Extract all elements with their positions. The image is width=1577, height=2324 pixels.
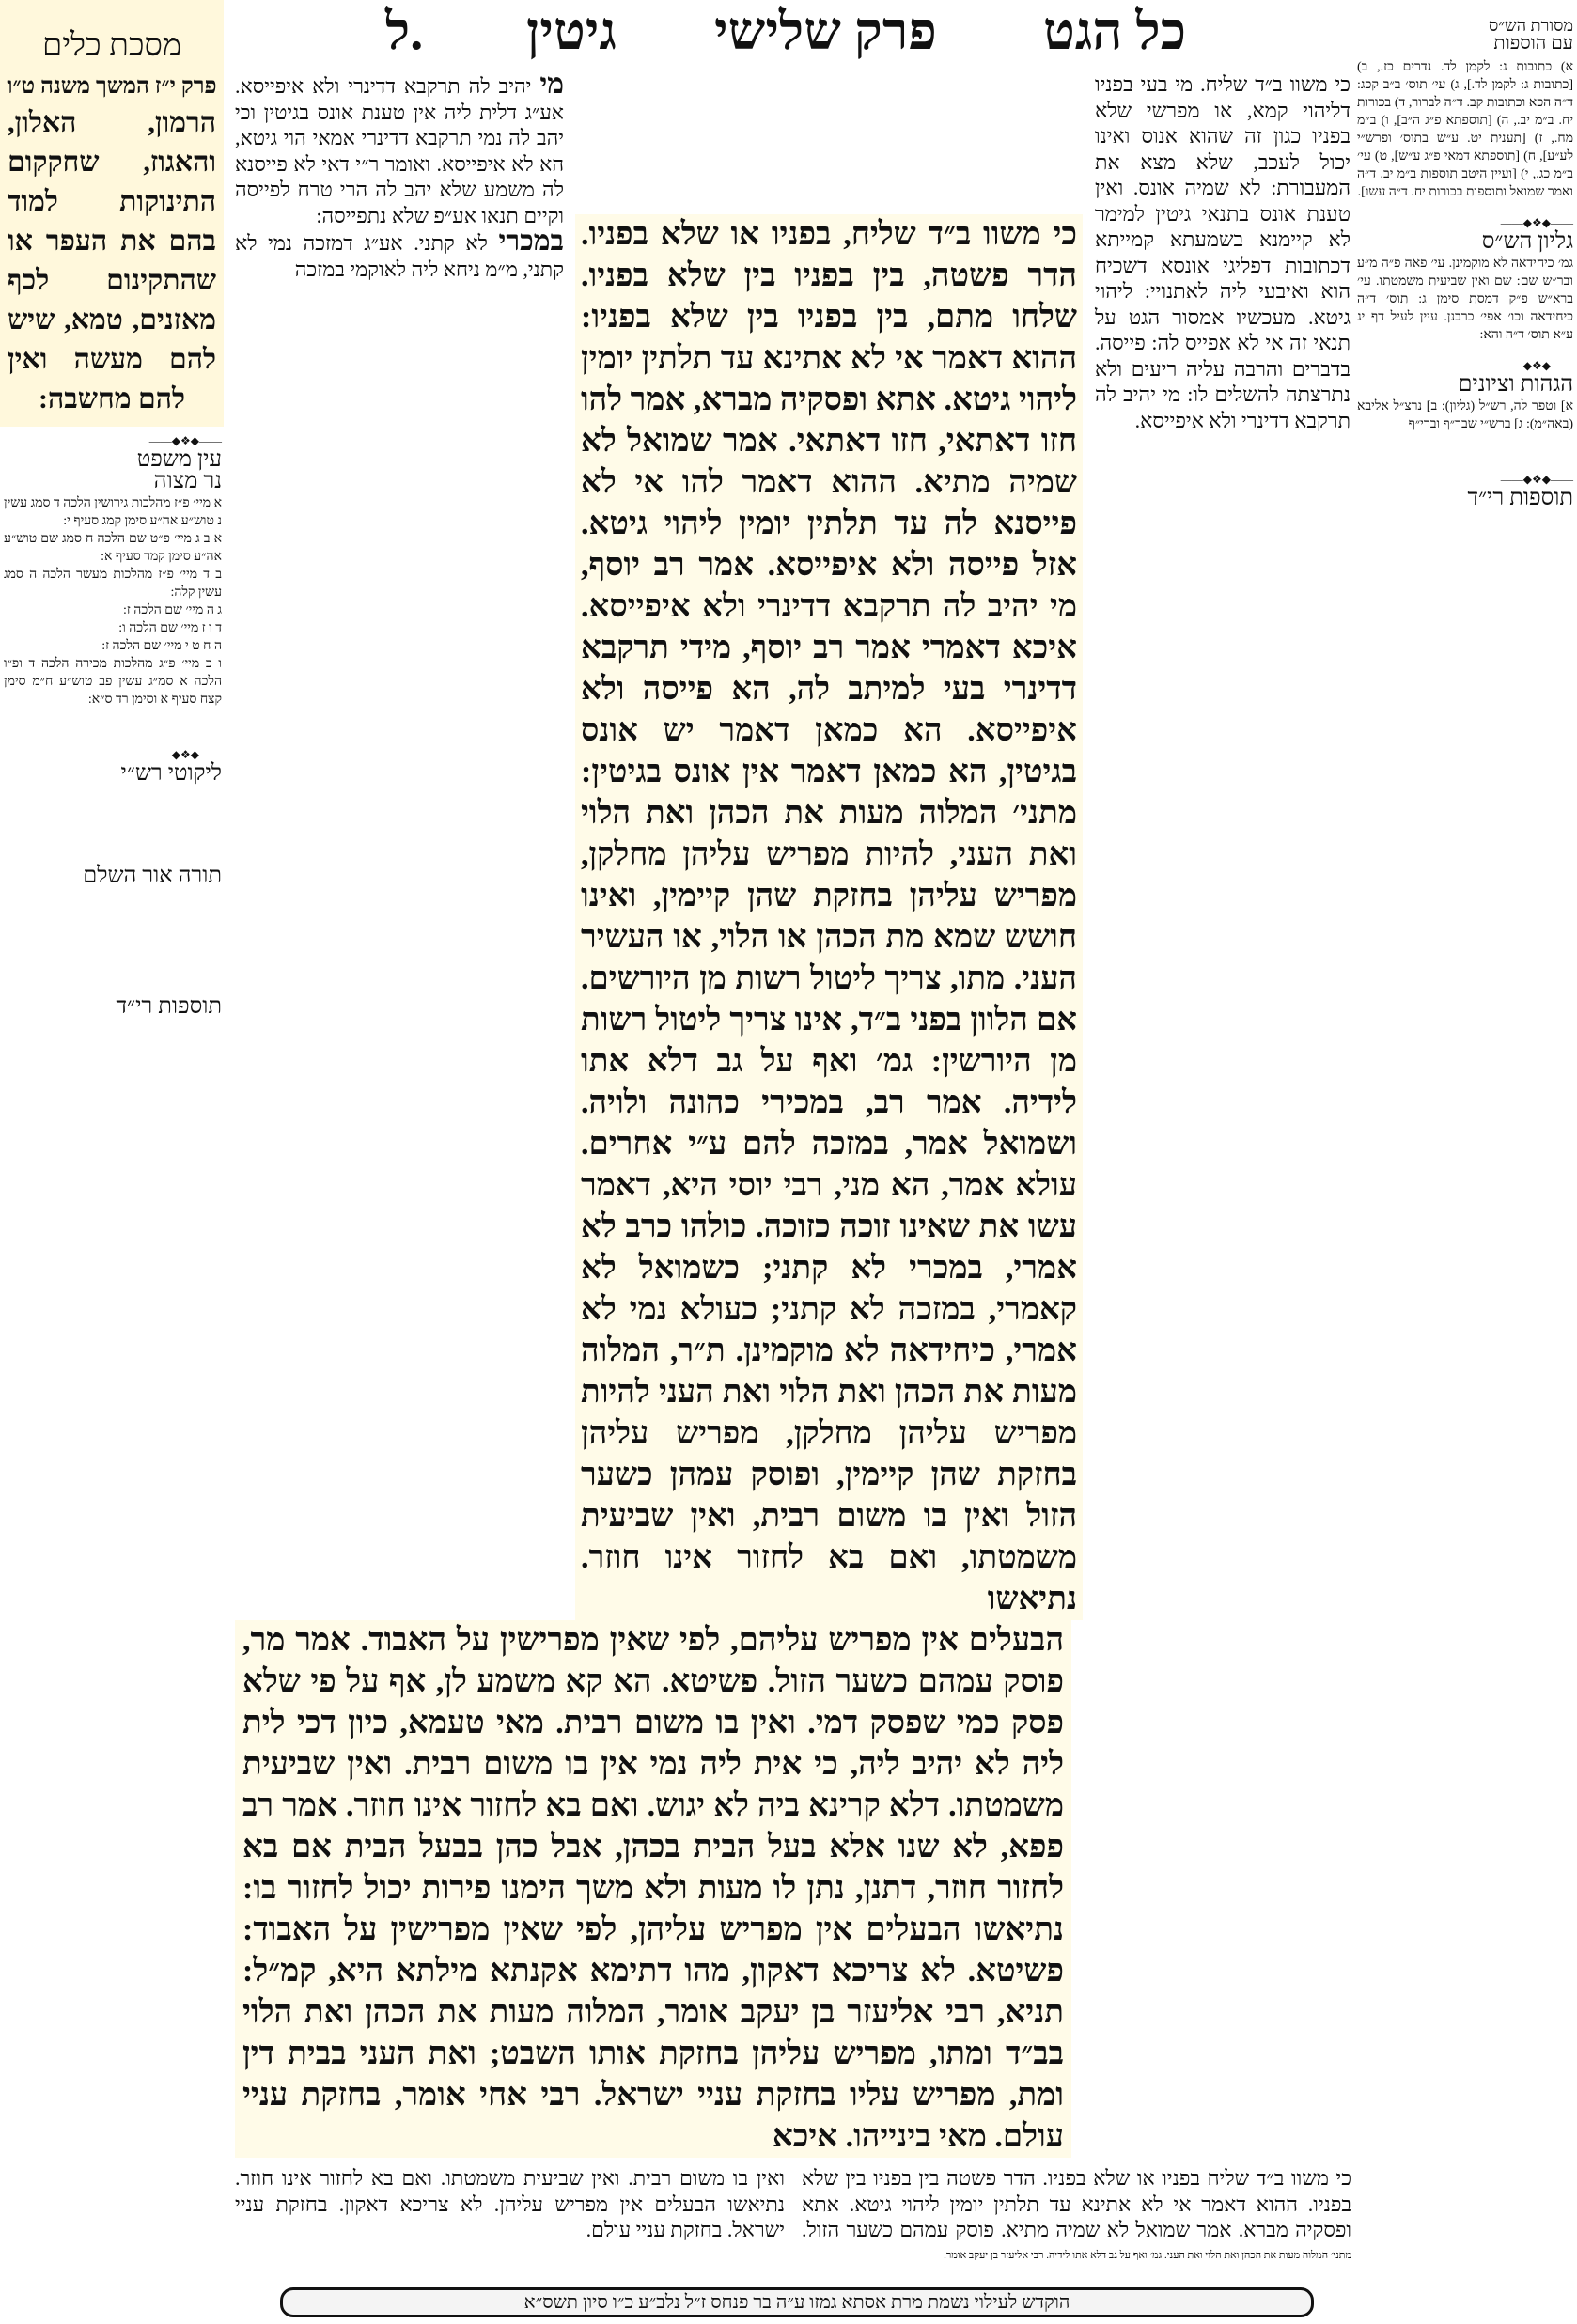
tosafot-rid-right-title: תוספות רי״ד — [1467, 486, 1573, 510]
gemara-text-narrow: כי משוו ב״ד שליח, בפניו או שלא בפניו. הדר פשטה, בין בפניו בין שלא בפניו. שלחו מתם, בין בפניו בין שלא בפניו: ההוא דאמר אי לא אתינא עד תלתין יומין ליהוי גיטא. אתא ופסקיה מברא, אמר להו חזו דאתאי, חזו דאתאי. אמר שמואל לא שמיה מתיא. ההוא דאמר להו אי לא פייסנא לה עד תלתין יומין ליהוי גיטא. אזל פייסה ולא איפייסא. אמר רב יוסף, מי יהיב לה תרקבא דדינרי ולא איפייסא. איכא דאמרי אמר רב יוסף, מידי תרקבא דדינרי בעי למיתב לה, הא פייסה ולא איפייסא. הא כמאן דאמר יש אונס בגיטין, הא כמאן דאמר אין אונס בגיטין: מתני׳ המלוה מעות את הכהן ואת הלוי ואת העני, להיות מפריש עליהן מחלקן, מפריש עליהן בחזקת שהן קיימין, ואינו חושש שמא מת הכהן או הלוי, או העשיר העני. מתו, צריך ליטול רשות מן היורשים. אם הלוון בפני ב״ד, אינו צריך ליטול רשות מן היורשין: גמ׳ ואף על גב דלא אתו לידיה. אמר רב, במכירי כהונה ולויה. ושמואל אמר, במזכה להם ע״י אחרים. עולא אמר, הא מני, רבי יוסי היא, דאמר עשו את שאינו זוכה כזוכה. כולהו כרב לא אמרי, במכרי לא קתני; כשמואל לא קאמרי, במזכה לא קתני; כעולא נמי לא אמרי, כיחידאה לא מוקמינן. ת״ר, המלוה מעות את הכהן ואת הלוי ואת העני להיות מפריש עליהן מחלקן, מפריש עליהן בחזקת שהן קיימין, ופוסק עמהן כשער הזול ואין בו משום רבית, ואין שביעית משמטתו, ואם בא לחזור אינו חוזר. נתיאשו — [575, 214, 1083, 1620]
right-margin — [1357, 17, 1573, 511]
kelim-text: הרמון, האלון, והאגוז, שחקקום התינוקות למוד בהם את העפר או שהתקינום לכף מאזנים, טמא, שיש להם מעשה ואין להם מחשבה: — [8, 107, 216, 414]
ornament-divider: ——◆❖◆—— — [1500, 216, 1573, 229]
ein-mishpat-title: עין משפט — [136, 447, 222, 472]
ein-mishpat-entry: ד ו ז מיי׳ שם הלכה ו: — [118, 621, 222, 635]
ein-mishpat-entry: ו כ מיי׳ פ״ג מהלכות מכירה הלכה ד ופ״ו הלכה א סמ״ג עשין פב טוש״ע ח״מ סימן קצח סעיף א וסימן רד ס״א: — [4, 657, 222, 707]
kelim-subtitle: פרק י״ז המשך משנה ט״ו — [7, 74, 217, 99]
hagahot-text: א] וטפר לה, רש״ל (גליון): ב] נרצ״ל אליבא (באה״מ): ג] ברש״י שבר״ף וברי״ף — [1357, 399, 1573, 431]
mesoret-subtitle: עם הוספות — [1493, 33, 1573, 54]
mishnah-kelim-box — [0, 0, 224, 427]
ner-mitzvah-title: נר מצוה — [153, 469, 222, 493]
ornament-divider: ——◆❖◆—— — [1500, 473, 1573, 486]
ein-mishpat-entry: ב ד מיי׳ פ״ז מהלכות מעשר הלכה ה סמג עשין קלה: — [4, 568, 222, 600]
torah-or-title: תורה אור השלם — [83, 864, 222, 888]
chapter-title: פרק שלישי — [714, 3, 937, 61]
ein-mishpat-entry: ג ה מיי׳ שם הלכה ז: — [123, 603, 222, 617]
gemara-text-wide: הבעלים אין מפריש עליהם, לפי שאין מפרישין על האבוד. אמר מר, פוסק עמהם כשער הזול. פשיטא. הא קא משמע לן, אף על פי שלא פסק כמי שפסק דמי. ואין בו משום רבית. מאי טעמא, כיון דכי לית ליה לא יהיב ליה, כי אית ליה נמי אין בו משום רבית. ואין שביעית משמטתו. דלא קרינא ביה לא יגוש. ואם בא לחזור אינו חוזר. אמר רב פפא, לא שנו אלא בעל הבית בכהן, אבל כהן בבעל הבית אם בא לחזור חוזר, דתנן, נתן לו מעות ולא משך הימנו פירות יכול לחזור בו: נתיאשו הבעלים אין מפריש עליהן, לפי שאין מפרישין על האבוד: פשיטא. לא צריכא דאקון, מהו דתימא אקנתא מילתא היא, קמ״ל: תניא, רבי אליעזר בן יעקב אומר, המלוה מעות את הכהן ואת הלוי בב״ד ומתו, מפריש עליהן בחזקת אותו השבט; ואת העני בבית דין ומת, מפריש עליו בחזקת עניי ישראל. רבי אחי אומר, בחזקת עניי עולם. מאי בינייהו. איכא — [235, 1620, 1071, 2158]
rashi-text: כי משוו ב״ד שליח. מי בעי בפניו דליהוי קמא, או מפרשי שלא בפניו כגון זה שהוא אנוס ואינו יכול לעכב, שלא מצא את המעבורת: לא שמיה אונס. ואין טענת אונס בתנאי גיטין למימר לא קיימנא בשמעתא קמייתא דכתובות דפליגי אונסא דשכיח הוא ואיבעי ליה לאתנויי: ליהוי גיטא. מעכשיו אמסור הגט על תנאי זה אי לא אפייס לה: פייסה. בדברים והרבה עליה ריעים ולא נתרצתה להשלים לו: מי יהיב לה תרקבא דדינרי ולא איפייסא. — [1095, 72, 1351, 432]
likutei-rashi-title: ליקוטי רש״י — [120, 761, 222, 786]
rashi-commentary — [1095, 71, 1351, 433]
ein-mishpat-entry: א ב ג מיי׳ פ״ט שם הלכה ח סמג שם טוש״ע אה״ע סימן קמד סעיף א: — [4, 532, 222, 564]
kelim-title: מסכת כלים — [41, 28, 181, 63]
mesoret-text: א) כתובות ג: לקמן לד. נדרים כז., ב) [כתובות ג: לקמן לד.], ג) עי׳ תוס׳ ב״ב קכג: ד״ה הכא וכתובות קב. ד״ה לברור, ד) בכורות יח. ב״מ יב., ה) [תוספתא פ״ג ה״ב], ו) ב״מ מח., ז) [תענית יט. ע״ש בתוס׳ ופרש״י לע״ע], ח) [תוספתא דמאי פ״ג ע״ש], ט) עי׳ ב״מ כג., י) [ועיין היטב תוספות ב״מ יב. ד״ה ואמר שמואל ותוספות בכורות יח. ד״ה עשו]. — [1357, 60, 1573, 199]
ornament-divider: ——◆❖◆—— — [148, 748, 222, 761]
tosafot-text: יהיב לה תרקבא דדינרי ולא איפייסא. אע״ג דלית ליה אין טענת אונס בגיטין וכי יהב לה נמי תרקבא דדינרי אמאי הוי גיטא, הא לא איפייסא. ואומר ר״י דאי לא פייסנא לה משמע שלא יהב לה הרי טרח לפייסה וקיים תנאו אע״פ שלא נתפייסה: — [235, 74, 564, 227]
mesoret-title: מסורת הש״ס — [1488, 16, 1573, 35]
tosafot-rid-left-title: תוספות רי״ד — [116, 994, 222, 1019]
tosafot-heading: במכרי — [498, 226, 565, 257]
ein-mishpat-entry: א מיי׳ פ״ז מהלכות גירושין הלכה ד סמג עשין נ טוש״ע אה״ע סימן קמג סעיף י: — [4, 496, 222, 528]
ornament-divider: ——◆❖◆—— — [1500, 359, 1573, 372]
tractate-title: גיטין — [526, 3, 617, 61]
page-header-title: כל הגט — [1043, 3, 1187, 61]
tosafot-commentary — [235, 71, 564, 282]
tosafot-text: לא קתני. אע״ג דמזכה נמי לא קתני, מ״מ ניחא ליה לאוקמי במזכה — [235, 231, 564, 281]
gilyon-text: גמ׳ כיחידאה לא מוקמינן. עי׳ פאה פ״ה מ״ע ובר״ש שם: שם ואין שביעית משמטתו. עי׳ ברא״ש פ״ק דמסת סימן ג: תוס׳ ד״ה כיחידאה וכו׳ אפי׳ כרבנן. עיין לעיל דף יג ע״א תוס׳ ד״ה והא: — [1357, 257, 1573, 342]
tosafot-heading: מי — [539, 69, 565, 100]
bottom-commentary: כי משוו ב״ד שליח בפניו או שלא בפניו. הדר פשטה בין בפניו בין שלא בפניו. ההוא דאמר אי לא אתינא עד תלתין יומין ליהוי גיטא. אתא ופסקיה מברא. אמר שמואל לא שמיה מתיא. פוסק עמהם כשער הזול. ואין בו משום רבית. ואין שביעית משמטתו. ואם בא לחזור אינו חוזר. נתיאשו הבעלים אין מפריש עליהן. לא צריכא דאקון. בחזקת עניי ישראל. בחזקת עניי עולם. — [235, 2166, 1351, 2241]
ein-mishpat-entry: ה ח ט י מיי׳ שם הלכה ז: — [101, 639, 222, 653]
dedication-footer: הוקדש לעילוי נשמת מרת אסתא גמזו ע״ה בר פנחס ז״ל נלב״ע כ״ו סיון תשס״א — [280, 2287, 1314, 2317]
ornament-divider: ——◆❖◆—— — [148, 434, 222, 447]
daf-number: ל. — [385, 3, 424, 61]
footnotes: מתני׳ המלוה מעות את הכהן ואת הלוי ואת העני. גמ׳ ואף על גב דלא אתו לידיה. רבי אליעזר בן יעקב אומר. — [944, 2250, 1351, 2261]
gilyon-title: גליון הש״ס — [1481, 229, 1573, 254]
hagahot-title: הגהות וציונים — [1458, 372, 1573, 397]
left-margin — [4, 432, 222, 1020]
